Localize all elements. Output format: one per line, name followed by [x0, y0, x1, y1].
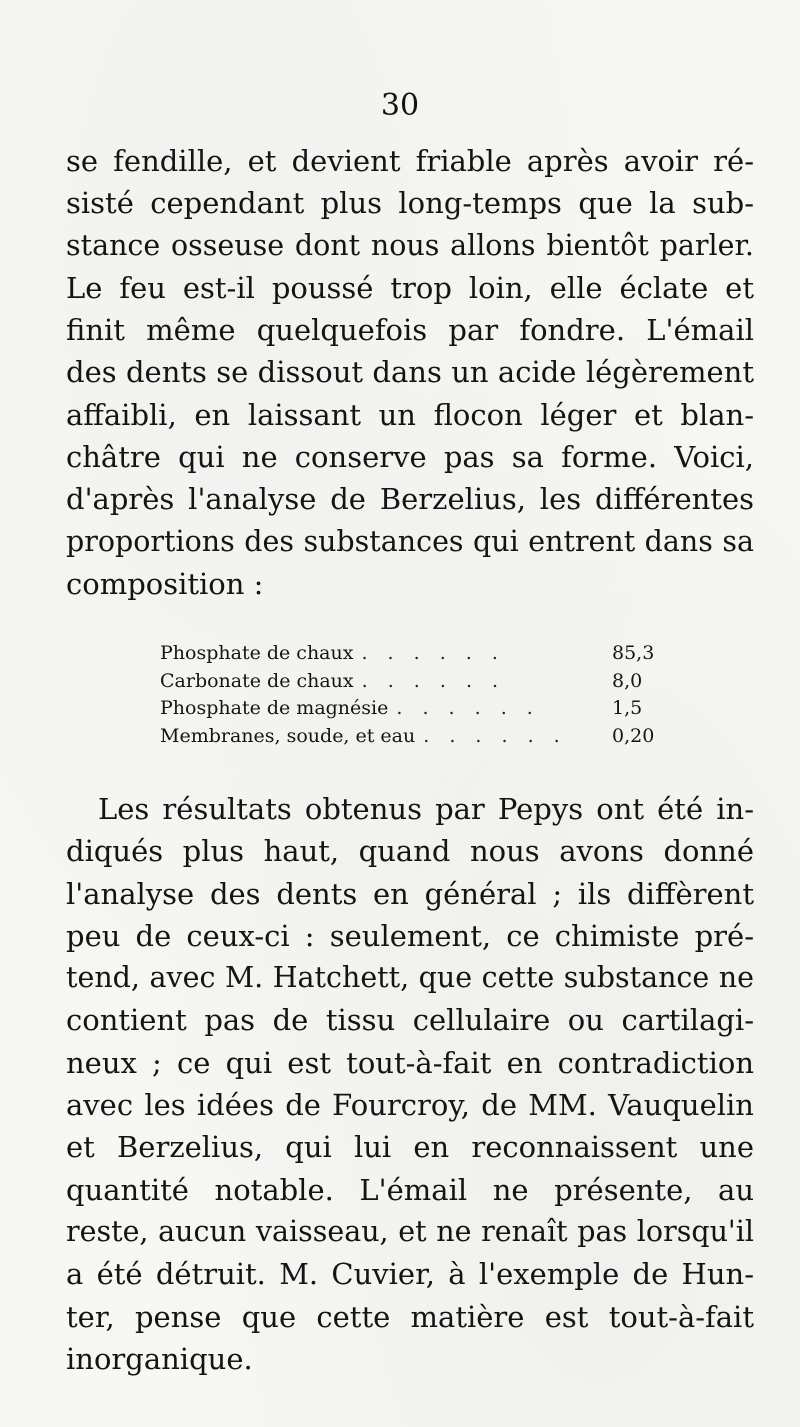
text-line: et Berzelius, qui lui en reconnaissent une [66, 1130, 754, 1165]
text-line: l'analyse des dents en général ; ils diffèrent [66, 876, 754, 911]
substance-label: Phosphate de chaux [160, 642, 354, 664]
substance-value: 1,5 [612, 697, 643, 719]
page-number: 30 [380, 88, 420, 123]
paragraph-pepys-results [66, 788, 754, 1380]
dot-leader: . . . . . . [361, 669, 506, 692]
substance-label: Carbonate de chaux [160, 669, 354, 692]
text-line: stance osseuse dont nous allons bientôt parler. [66, 228, 754, 262]
substance-label: Membranes, soude, et eau [160, 724, 416, 747]
table-row [160, 695, 660, 723]
table-row [160, 668, 660, 696]
text-line: des dents se dissout dans un acide légèrement [66, 355, 754, 390]
paragraph-enamel-properties [66, 140, 754, 605]
text-line: diqués plus haut, quand nous avons donné [66, 834, 754, 869]
text-line: affaibli, en laissant un flocon léger et blan- [66, 397, 754, 432]
text-line: Le feu est-il poussé trop loin, elle éclate et [66, 270, 754, 305]
text-line: quantité notable. L'émail ne présente, au [66, 1172, 754, 1207]
dot-leader: . . . . . . [396, 697, 540, 719]
text-line: contient pas de tissu cellulaire ou cartilagi- [66, 1003, 754, 1038]
substance-value: 0,20 [612, 724, 655, 747]
text-line: se fendille, et devient friable après avoir ré- [66, 144, 754, 178]
substance-value: 8,0 [612, 669, 643, 692]
table-row [160, 640, 660, 668]
text-line: châtre qui ne conserve pas sa forme. Voici, [66, 440, 754, 475]
text-line: tend, avec M. Hatchett, que cette substance ne [66, 961, 754, 995]
dot-leader: . . . . . . [423, 724, 567, 747]
text-line: composition : [66, 566, 264, 601]
table-row [160, 723, 660, 751]
text-line: Les résultats obtenus par Pepys ont été in- [98, 792, 754, 826]
text-line: neux ; ce qui est tout-à-fait en contradiction [66, 1045, 754, 1080]
text-line: ter, pense que cette matière est tout-à-fait [66, 1299, 754, 1334]
text-line: avec les idées de Fourcroy, de MM. Vauquelin [66, 1088, 754, 1123]
substance-label: Phosphate de magnésie [160, 697, 389, 719]
dot-leader: . . . . . . [361, 642, 505, 664]
text-line: finit même quelquefois par fondre. L'émail [66, 313, 754, 348]
text-line: d'après l'analyse de Berzelius, les différentes [66, 482, 754, 517]
text-line: peu de ceux-ci : seulement, ce chimiste pré- [66, 918, 754, 953]
text-line: proportions des substances qui entrent dans sa [66, 524, 754, 558]
substance-value: 85,3 [612, 642, 655, 664]
text-line: a été détruit. M. Cuvier, à l'exemple de Hun- [66, 1257, 754, 1292]
text-line: reste, aucun vaisseau, et ne renaît pas lorsqu'il [66, 1214, 754, 1248]
text-line: sisté cependant plus long-temps que la sub- [66, 186, 754, 221]
composition-table [160, 640, 660, 750]
text-line: inorganique. [66, 1341, 253, 1376]
